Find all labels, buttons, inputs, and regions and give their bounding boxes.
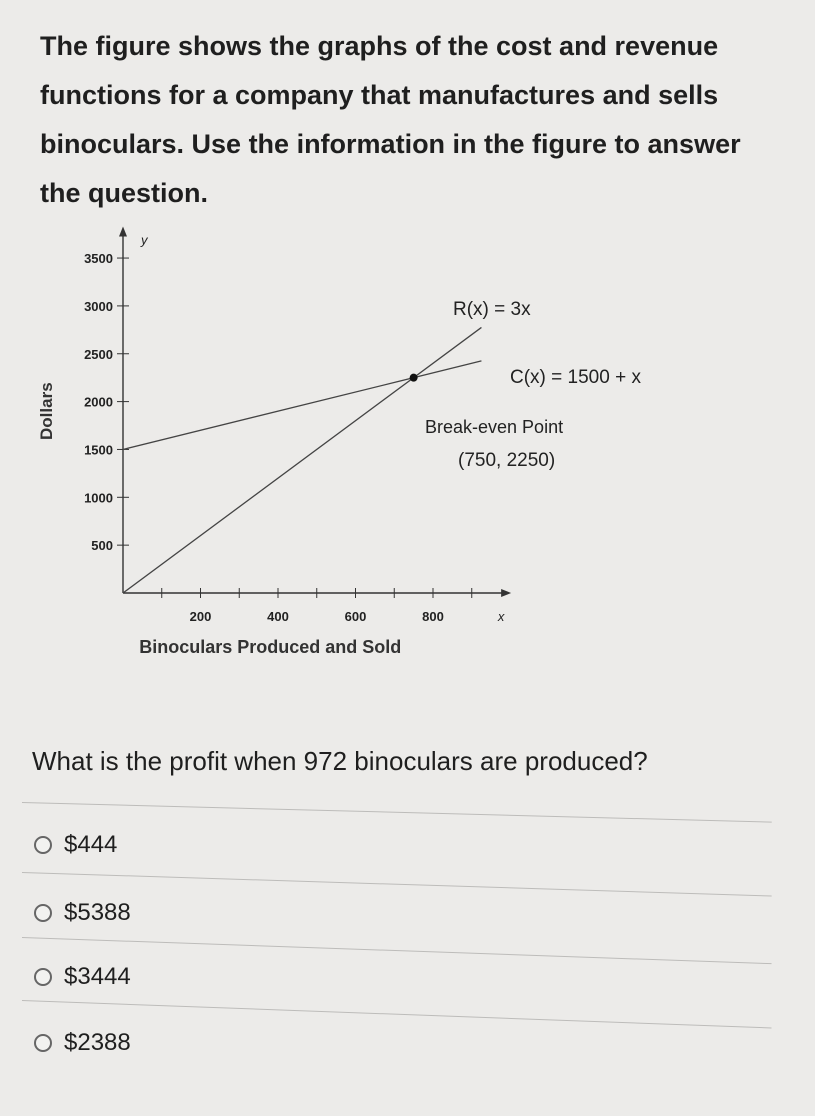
x-tick-label: 400: [267, 609, 289, 624]
divider: [22, 1000, 772, 1028]
break-even-figure: [30, 215, 710, 685]
radio-button-icon[interactable]: [34, 836, 52, 854]
y-tick-label: 2000: [84, 394, 113, 410]
answer-option-3[interactable]: [34, 960, 131, 994]
option-label: $5388: [64, 899, 131, 926]
radio-button-icon[interactable]: [34, 968, 52, 986]
x-axis-arrow-icon: [501, 589, 511, 597]
break-even-label: Break-even Point: [425, 417, 564, 437]
option-label: $444: [64, 831, 118, 858]
x-tick-label: 200: [189, 609, 212, 624]
radio-button-icon[interactable]: [34, 1034, 52, 1052]
y-tick-label: 1500: [84, 442, 113, 458]
y-axis-label: Dollars: [37, 382, 56, 440]
cost-revenue-chart: [30, 215, 710, 685]
x-tick-label: 600: [344, 609, 367, 624]
radio-button-icon[interactable]: [34, 904, 52, 922]
divider: [22, 937, 772, 964]
revenue-function-label: R(x) = 3x: [453, 299, 531, 320]
y-tick-label: 3000: [84, 298, 113, 314]
break-even-coordinates: (750, 2250): [458, 450, 556, 471]
y-tick-label: 2500: [84, 346, 113, 362]
answer-option-2[interactable]: [34, 896, 131, 930]
option-label: $3444: [64, 963, 131, 990]
cost-function-label: C(x) = 1500 + x: [510, 367, 641, 388]
y-tick-label: 3500: [84, 251, 113, 267]
answer-option-1[interactable]: [34, 828, 117, 862]
y-axis-arrow-icon: [119, 226, 127, 236]
option-label: $2388: [64, 1029, 131, 1056]
y-axis-letter: y: [141, 232, 148, 248]
x-tick-label: 800: [422, 609, 444, 624]
divider: [22, 802, 772, 823]
question-prompt: The figure shows the graphs of the cost and revenue functions for a company that manufactures and sells binoculars. Use the information in the figure to answer the question.: [40, 31, 741, 208]
question-text: What is the profit when 972 binoculars are produced?: [32, 746, 648, 776]
answer-option-4[interactable]: [34, 1026, 131, 1060]
y-tick-label: 1000: [84, 490, 113, 506]
x-axis-label: Binoculars Produced and Sold: [139, 637, 402, 657]
revenue-line: [123, 327, 481, 593]
break-even-point-marker: [410, 374, 418, 382]
divider: [22, 872, 772, 897]
x-axis-letter: x: [497, 609, 505, 624]
y-tick-label: 500: [91, 538, 113, 554]
